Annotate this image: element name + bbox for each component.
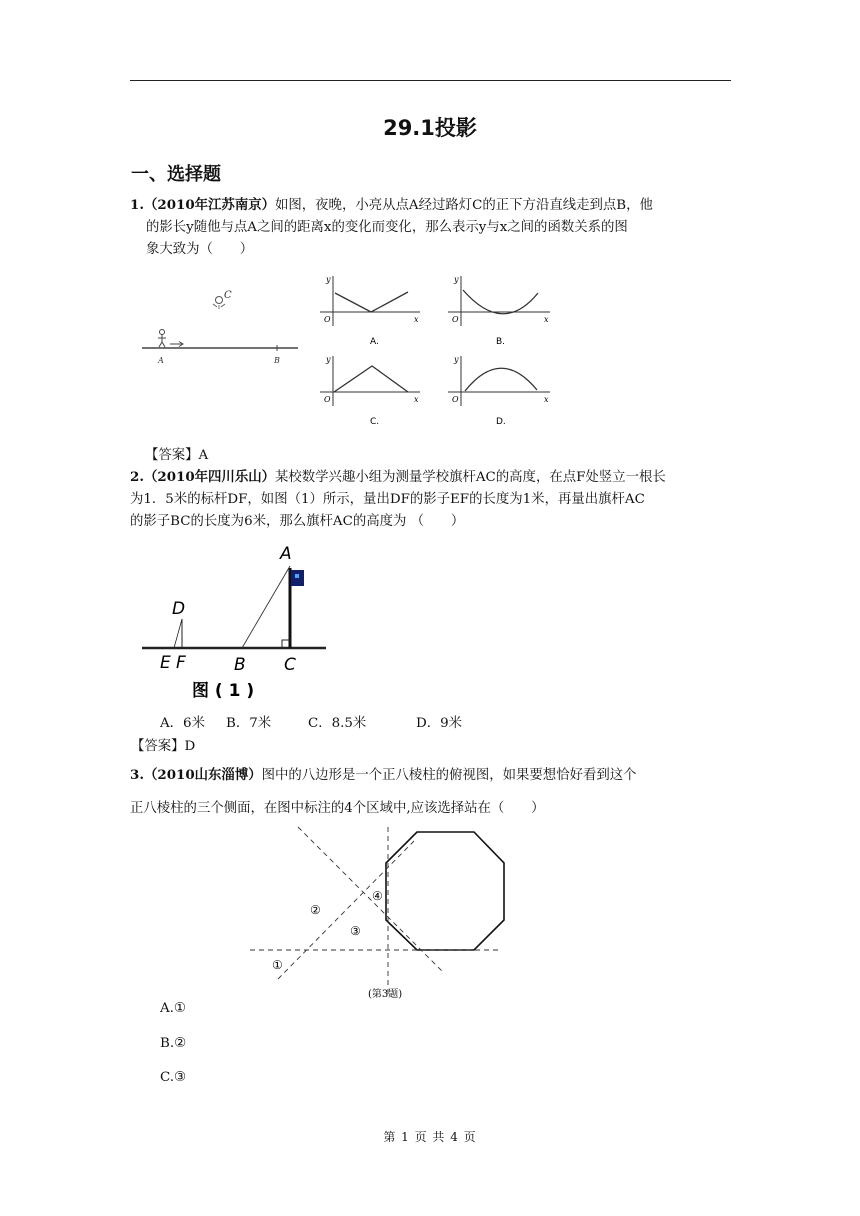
graph-d-curve (465, 368, 537, 391)
svg-text:y: y (326, 355, 331, 364)
svg-text:y: y (454, 355, 459, 364)
svg-text:y: y (326, 275, 331, 284)
label-a: A (280, 544, 292, 564)
region-1: ① (272, 958, 283, 972)
question-2 (130, 466, 732, 533)
q1-scene (142, 290, 298, 365)
graph-b (448, 275, 550, 347)
header-rule (130, 80, 731, 81)
q1-line2: 的影长y随他与点A之间的距离x的变化而变化，那么表示y与x之间的函数关系的图 (146, 220, 628, 235)
octagon (386, 832, 504, 950)
q2-answer: 【答案】D (131, 739, 196, 754)
label-d: D (172, 599, 186, 619)
q2-figure-caption: 图 ( 1 ) (192, 681, 255, 701)
svg-text:x: x (544, 395, 549, 404)
q3-option-a: A.① (160, 1001, 186, 1016)
region-4: ④ (372, 889, 383, 903)
q1-line3: 象大致为（ ） (146, 242, 254, 257)
q1-source: （2010年江苏南京） (143, 197, 275, 213)
label-b: B (234, 655, 246, 675)
q3-number: 3. (130, 767, 144, 783)
point-b-label: B (274, 356, 280, 365)
q1-answer: 【答案】A (145, 448, 209, 463)
q3-figure-caption: (第3题) (368, 989, 403, 1000)
graph-c (320, 355, 420, 427)
svg-text:x: x (414, 315, 419, 324)
graph-a-curve (335, 292, 408, 312)
q1-number: 1. (130, 197, 144, 213)
q3-line1: 图中的八边形是一个正八棱柱的俯视图，如果要想恰好看到这个 (261, 768, 637, 783)
lamp-label: C (224, 290, 232, 301)
graph-b-curve (463, 290, 538, 314)
svg-text:O: O (452, 315, 459, 324)
label-c: C (284, 655, 296, 675)
graph-a-caption: A. (370, 337, 379, 347)
page-footer: 第 1 页 共 4 页 (383, 1130, 477, 1144)
graph-d-caption: D. (496, 417, 506, 427)
svg-text:x: x (414, 395, 419, 404)
page-title: 29.1投影 (383, 116, 477, 140)
q3-figure (246, 825, 506, 1005)
q3-line2: 正八棱柱的三个侧面，在图中标注的4个区域中,应该选择站在（ ） (130, 801, 545, 816)
q3-option-b: B.② (160, 1036, 187, 1051)
section-heading: 一、选择题 (131, 164, 221, 185)
label-e: E (160, 653, 171, 673)
label-f: F (176, 653, 186, 673)
point-a-label: A (158, 356, 164, 365)
region-2: ② (310, 903, 321, 917)
svg-text:O: O (324, 315, 331, 324)
graph-c-curve (334, 366, 408, 392)
lamp-icon (216, 297, 223, 304)
q1-figure (138, 268, 568, 438)
svg-text:x: x (544, 315, 549, 324)
svg-text:O: O (452, 395, 459, 404)
q2-option-a: A．6米 (160, 716, 205, 731)
q2-option-c: C．8.5米 (308, 716, 367, 731)
person-icon (160, 330, 165, 335)
q2-number: 2. (130, 469, 144, 485)
svg-text:y: y (454, 275, 459, 284)
q3-option-c: C.③ (160, 1070, 187, 1085)
q2-option-d: D．9米 (416, 716, 463, 731)
q3-source: （2010山东淄博） (143, 767, 262, 783)
q2-line2: 为1．5米的标杆DF，如图（1）所示，量出DF的影子EF的长度为1米，再量出旗杆AC (130, 492, 645, 507)
q2-line1: 某校数学兴趣小组为测量学校旗杆AC的高度，在点F处竖立一根长 (275, 470, 666, 485)
graph-d (448, 355, 550, 427)
q2-line3: 的影子BC的长度为6米，那么旗杆AC的高度为 （ ） (130, 514, 465, 529)
question-1 (130, 194, 732, 261)
q2-options (160, 712, 462, 731)
q2-source: （2010年四川乐山） (143, 469, 275, 485)
region-3: ③ (350, 924, 361, 938)
q1-line1: 如图，夜晚，小亮从点A经过路灯C的正下方沿直线走到点B，他 (275, 198, 653, 213)
question-3 (130, 764, 732, 787)
graph-c-caption: C. (370, 417, 380, 427)
q2-figure (138, 538, 338, 708)
graph-a (320, 275, 420, 347)
svg-text:O: O (324, 395, 331, 404)
q2-option-b: B．7米 (226, 716, 272, 731)
graph-b-caption: B. (496, 337, 506, 347)
